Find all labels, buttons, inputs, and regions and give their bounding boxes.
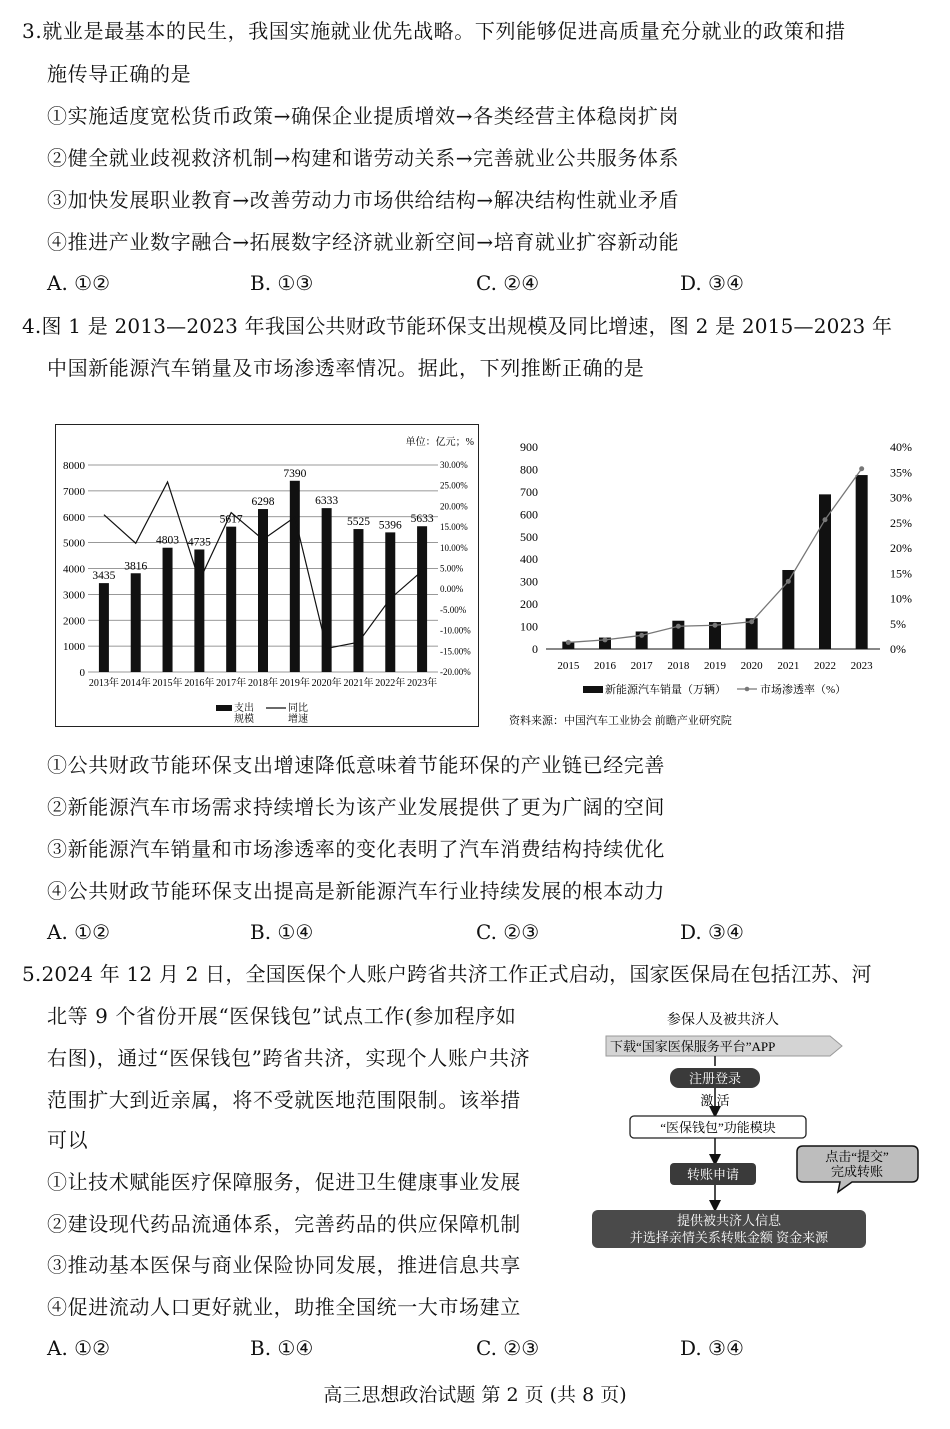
chart1-ytick: 5000 (63, 537, 85, 550)
chart1-bar (353, 529, 363, 672)
q3-option-d: D. ③④ (680, 271, 744, 295)
flow-info-line2: 并选择亲情关系转账金额 资金来源 (629, 1230, 829, 1245)
q5-stem-line5: 可以 (47, 1128, 89, 1152)
q5-option-c: C. ②③ (476, 1336, 540, 1360)
chart1-ytick: 3000 (63, 589, 85, 602)
chart1-bar (258, 509, 268, 672)
chart1-ytick: 7000 (63, 485, 85, 498)
chart2-legend-line-label: 市场渗透率（%） (760, 684, 847, 696)
q3-stem-line2: 施传导正确的是 (47, 62, 192, 86)
chart2-legend-bar-swatch (583, 686, 603, 693)
q5-stem-line1: 5.2024 年 12 月 2 日，全国医保个人账户跨省共济工作正式启动，国家医保局在包括江苏、河 (22, 962, 872, 986)
chart2-y2tick: 10% (890, 591, 912, 606)
chart1-xtick: 2023年 (407, 678, 438, 689)
q5-item-4: ④促进流动人口更好就业，助推全国统一大市场建立 (47, 1295, 521, 1319)
chart2-xtick: 2018 (667, 660, 690, 672)
chart2-line-point (603, 637, 608, 642)
chart1-bar-label: 5633 (410, 513, 434, 526)
q4-item-2: ②新能源汽车市场需求持续增长为该产业发展提供了更为广阔的空间 (47, 795, 665, 819)
flow-activate-text: 激 活 (700, 1093, 730, 1108)
flow-title: 参保人及被共济人 (667, 1013, 779, 1028)
chart1-legend-bar-label1: 支出 (234, 703, 254, 714)
chart1-xtick: 2020年 (311, 678, 342, 689)
chart1-bar (163, 548, 173, 672)
chart2-ytick: 900 (520, 440, 538, 454)
chart1-legend-bar-label2: 规模 (234, 714, 254, 725)
chart2-xtick: 2015 (557, 660, 580, 672)
q3-stem-line1: 3.就业是最基本的民生，我国实施就业优先战略。下列能够促进高质量充分就业的政策和措 (22, 19, 846, 43)
q3-item-3: ③加快发展职业教育→改善劳动力市场供给结构→解决结构性就业矛盾 (47, 188, 680, 212)
chart2-bar (856, 475, 868, 649)
chart1-xtick: 2016年 (184, 678, 215, 689)
q4-option-d: D. ③④ (680, 920, 744, 944)
chart1-xtick: 2018年 (248, 678, 278, 689)
chart2-line-point (749, 619, 754, 624)
chart1-xtick: 2014年 (120, 678, 151, 689)
chart2-ytick: 400 (520, 552, 538, 567)
chart2-y2tick: 25% (890, 515, 912, 530)
q3-option-c: C. ②④ (476, 271, 540, 295)
flow-bubble-line1: 点击“提交” (825, 1149, 889, 1164)
chart2-y2tick: 5% (890, 616, 906, 631)
q3-option-a: A. ①② (47, 271, 111, 295)
chart2-y2tick: 30% (890, 490, 912, 505)
flow-info-line1: 提供被共济人信息 (676, 1213, 782, 1228)
q4-item-4: ④公共财政节能环保支出提高是新能源汽车行业持续发展的根本动力 (47, 879, 665, 903)
flow-download-text: 下载“国家医保服务平台”APP (610, 1039, 776, 1054)
q4-stem-line2: 中国新能源汽车销量及市场渗透率情况。据此，下列推断正确的是 (47, 356, 645, 380)
q4-option-c: C. ②③ (476, 920, 540, 944)
chart2-y2tick: 20% (890, 541, 912, 555)
chart2-xtick: 2023 (850, 660, 873, 672)
chart2-line-point (786, 579, 791, 584)
chart1-bar (290, 481, 300, 672)
chart1-y2tick: 25.00% (440, 480, 468, 491)
chart1-bar-label: 5396 (378, 519, 402, 532)
chart1-bar-label: 7390 (283, 467, 307, 480)
chart1-xtick: 2019年 (279, 678, 310, 689)
chart2-legend-line-marker (745, 687, 750, 692)
chart1-xtick: 2021年 (343, 678, 374, 689)
chart1-y2tick: 0.00% (440, 584, 464, 595)
chart1-y2tick: 5.00% (440, 563, 464, 574)
chart2-ytick: 500 (520, 529, 538, 544)
chart2-y2tick: 0% (890, 642, 906, 656)
chart1-unit-note: 单位：亿元；% (405, 437, 474, 448)
chart2-ytick: 0 (532, 642, 538, 656)
q5-stem-line2: 北等 9 个省份开展“医保钱包”试点工作(参加程序如 (47, 1004, 517, 1028)
q5-option-b: B. ①④ (250, 1336, 314, 1360)
chart1-ytick: 4000 (63, 563, 85, 576)
chart1-ytick: 8000 (63, 460, 85, 472)
chart2-legend-bar-label: 新能源汽车销量（万辆） (605, 684, 726, 696)
chart1-bar (226, 527, 236, 672)
page-footer: 高三思想政治试题 第 2 页 (共 8 页) (323, 1384, 627, 1406)
chart1-bar-label: 4735 (187, 536, 211, 549)
flow-bubble-line2: 完成转账 (830, 1164, 884, 1179)
chart2-line-point (566, 640, 571, 645)
chart1-y2tick: -10.00% (440, 625, 471, 636)
chart2-xtick: 2021 (777, 660, 800, 672)
q3-option-b: B. ①③ (250, 271, 314, 295)
chart2-y2tick: 40% (890, 440, 912, 454)
chart1-xtick: 2022年 (375, 678, 406, 689)
chart1-xtick: 2017年 (216, 678, 247, 689)
chart1-bar (99, 583, 109, 672)
chart1-y2tick: -5.00% (440, 604, 467, 615)
chart2-svg (505, 432, 925, 732)
chart2-xtick: 2016 (594, 660, 616, 672)
chart1-y2tick: -15.00% (440, 646, 471, 657)
chart2-line-point (676, 624, 681, 629)
chart1-legend (216, 701, 308, 725)
q4-option-b: B. ①④ (250, 920, 314, 944)
q5-option-a: A. ①② (47, 1336, 111, 1360)
medical-wallet-flowchart (590, 1008, 930, 1258)
chart1-legend-line-label2: 增速 (288, 714, 308, 725)
chart-nev-sales (505, 432, 925, 732)
chart1-y2tick: 20.00% (440, 501, 468, 512)
q5-option-d: D. ③④ (680, 1336, 744, 1360)
chart1-bar (385, 532, 395, 672)
chart2-xtick: 2020 (740, 660, 763, 672)
chart1-bar (131, 573, 141, 672)
chart2-line-point (713, 623, 718, 628)
q5-item-3: ③推动基本医保与商业保险协同发展，推进信息共享 (47, 1253, 521, 1277)
q5-item-1: ①让技术赋能医疗保障服务，促进卫生健康事业发展 (47, 1170, 521, 1194)
chart1-legend-line-label1: 同比 (288, 703, 308, 714)
chart2-y2tick: 35% (890, 465, 912, 480)
chart2-source: 资料来源：中国汽车工业协会 前瞻产业研究院 (509, 715, 732, 727)
chart1-bar-label: 5525 (346, 516, 370, 529)
q4-stem-line1: 4.图 1 是 2013—2023 年我国公共财政节能环保支出规模及同比增速，图 2 是 2015—2023 年 (22, 314, 893, 338)
chart1-ytick: 1000 (63, 641, 85, 654)
chart2-xtick: 2017 (630, 660, 653, 672)
chart1-y2tick: 30.00% (440, 460, 468, 470)
chart2-xtick: 2019 (704, 660, 726, 672)
chart2-ytick: 700 (520, 484, 538, 499)
q4-option-a: A. ①② (47, 920, 111, 944)
chart2-ytick: 200 (520, 597, 538, 612)
chart1-bar (417, 526, 427, 672)
q3-item-2: ②健全就业歧视救济机制→构建和谐劳动关系→完善就业公共服务体系 (47, 146, 680, 170)
chart1-bar-label: 6333 (315, 495, 339, 508)
chart1-ytick: 6000 (63, 511, 85, 524)
flow-register-text: 注册登录 (688, 1071, 742, 1086)
chart1-ytick: 2000 (63, 615, 85, 628)
chart1-legend-bar-swatch (216, 705, 232, 711)
flow-transfer-text: 转账申请 (686, 1167, 740, 1182)
chart1-xtick: 2013年 (88, 678, 119, 689)
flow-module-text: “医保钱包”功能模块 (660, 1120, 776, 1135)
chart1-bar-label: 6298 (251, 496, 275, 509)
chart1-bar (194, 549, 204, 672)
chart1-y2tick: -20.00% (440, 667, 471, 677)
chart2-penetration-line (568, 469, 861, 643)
chart1-bar-label: 4803 (156, 534, 180, 547)
chart2-xtick: 2022 (814, 660, 836, 672)
chart2-ytick: 800 (520, 462, 538, 477)
q5-stem-line3: 右图)，通过“医保钱包”跨省共济，实现个人账户共济 (47, 1046, 531, 1070)
chart1-bar-label: 3816 (124, 560, 148, 573)
chart2-legend (583, 682, 846, 696)
q5-stem-line4: 范围扩大到近亲属，将不受就医地范围限制。该举措 (47, 1088, 521, 1112)
chart2-line-point (823, 517, 828, 522)
chart1-y2tick: 10.00% (440, 542, 468, 553)
q4-item-3: ③新能源汽车销量和市场渗透率的变化表明了汽车消费结构持续优化 (47, 837, 665, 861)
chart1-xtick: 2015年 (152, 678, 183, 689)
chart1-bar-label: 5617 (219, 513, 243, 526)
chart1-bar-label: 3435 (92, 570, 116, 583)
chart2-line-point (639, 633, 644, 638)
chart1-ytick: 0 (79, 667, 85, 679)
q4-item-1: ①公共财政节能环保支出增速降低意味着节能环保的产业链已经完善 (47, 753, 665, 777)
chart1-y2tick: 15.00% (440, 522, 468, 533)
chart1-svg (56, 425, 477, 725)
chart2-ytick: 300 (520, 574, 538, 589)
q3-item-4: ④推进产业数字融合→拓展数字经济就业新空间→培育就业扩容新动能 (47, 230, 680, 254)
q5-item-2: ②建设现代药品流通体系，完善药品的供应保障机制 (47, 1212, 521, 1236)
chart2-y2tick: 15% (890, 566, 912, 581)
chart-environmental-spending (55, 424, 479, 727)
chart2-ytick: 100 (520, 619, 538, 634)
chart2-line-point (859, 466, 864, 471)
q3-item-1: ①实施适度宽松货币政策→确保企业提质增效→各类经营主体稳岗扩岗 (47, 104, 680, 128)
chart2-ytick: 600 (520, 507, 538, 522)
